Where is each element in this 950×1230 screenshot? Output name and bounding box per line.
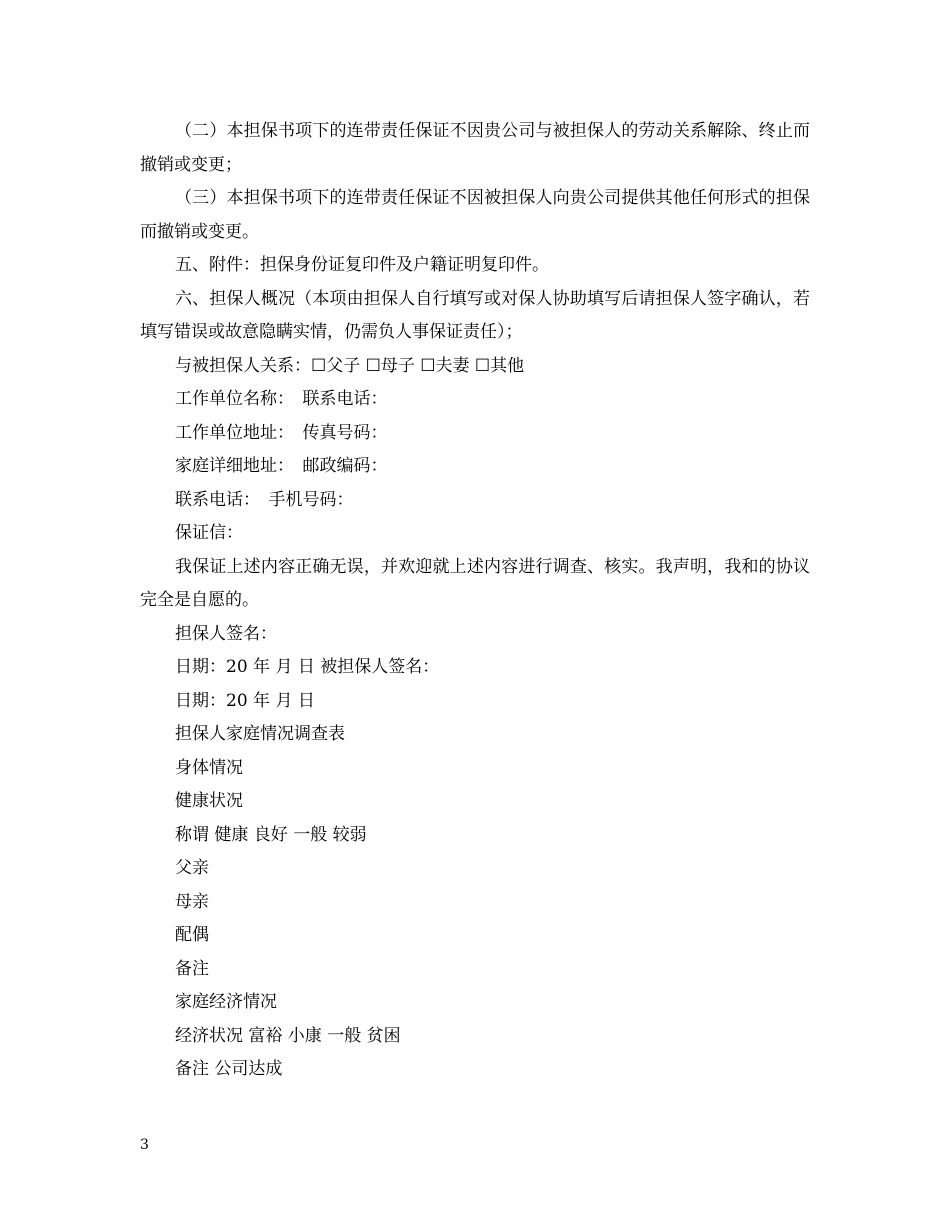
family-survey-title: 担保人家庭情况调查表	[175, 724, 345, 744]
spouse-row: 配偶	[175, 925, 209, 945]
economy-remarks-row: 备注 公司达成	[175, 1059, 283, 1079]
guarantee-letter-heading: 保证信：	[175, 523, 243, 543]
economy-table-header-row: 经济状况 富裕 小康 一般 贫困	[175, 1025, 401, 1046]
guarantor-signature-line: 担保人签名：	[175, 623, 277, 644]
guarantee-statement-paragraph: 我保证上述内容正确无误，并欢迎就上述内容进行调查、核实。我声明，我和的协议完全是自愿的。	[140, 556, 810, 610]
health-table-header-row: 称谓 健康 良好 一般 较弱	[175, 824, 367, 845]
home-address-line: 家庭详细地址： 邮政编码：	[175, 456, 388, 476]
attachments-paragraph: 五、附件：担保身份证复印件及户籍证明复印件。	[175, 255, 549, 275]
contact-phone-line: 联系电话： 手机号码：	[175, 489, 354, 510]
date-guaranteed-signature-line: 日期：20 年 月 日 被担保人签名：	[175, 657, 440, 677]
clause-2-paragraph: （二）本担保书项下的连带责任保证不因贵公司与被担保人的劳动关系解除、终止而撤销或变更；	[140, 121, 810, 175]
employer-address-line: 工作单位地址： 传真号码：	[175, 422, 388, 443]
document-body	[140, 115, 810, 1087]
clause-3-paragraph: （三）本担保书项下的连带责任保证不因被担保人向贵公司提供其他任何形式的担保而撤销或变更。	[140, 188, 810, 242]
health-status-heading: 健康状况	[175, 791, 243, 811]
employer-name-line: 工作单位名称： 联系电话：	[175, 389, 388, 409]
mother-row: 母亲	[175, 891, 209, 912]
relationship-line: 与被担保人关系：☐父子 ☐母子 ☐夫妻 ☐其他	[175, 355, 525, 376]
guarantor-overview-paragraph: 六、担保人概况（本项由担保人自行填写或对保人协助填写后请担保人签字确认，若填写错误或故意隐瞒实情，仍需负人事保证责任）；	[140, 288, 810, 342]
father-row: 父亲	[175, 858, 209, 878]
family-economy-heading: 家庭经济情况	[175, 992, 277, 1012]
date-line: 日期：20 年 月 日	[175, 690, 315, 711]
page-number: 3	[140, 1137, 149, 1153]
physical-condition-heading: 身体情况	[175, 757, 243, 778]
health-remarks-row: 备注	[175, 958, 209, 979]
